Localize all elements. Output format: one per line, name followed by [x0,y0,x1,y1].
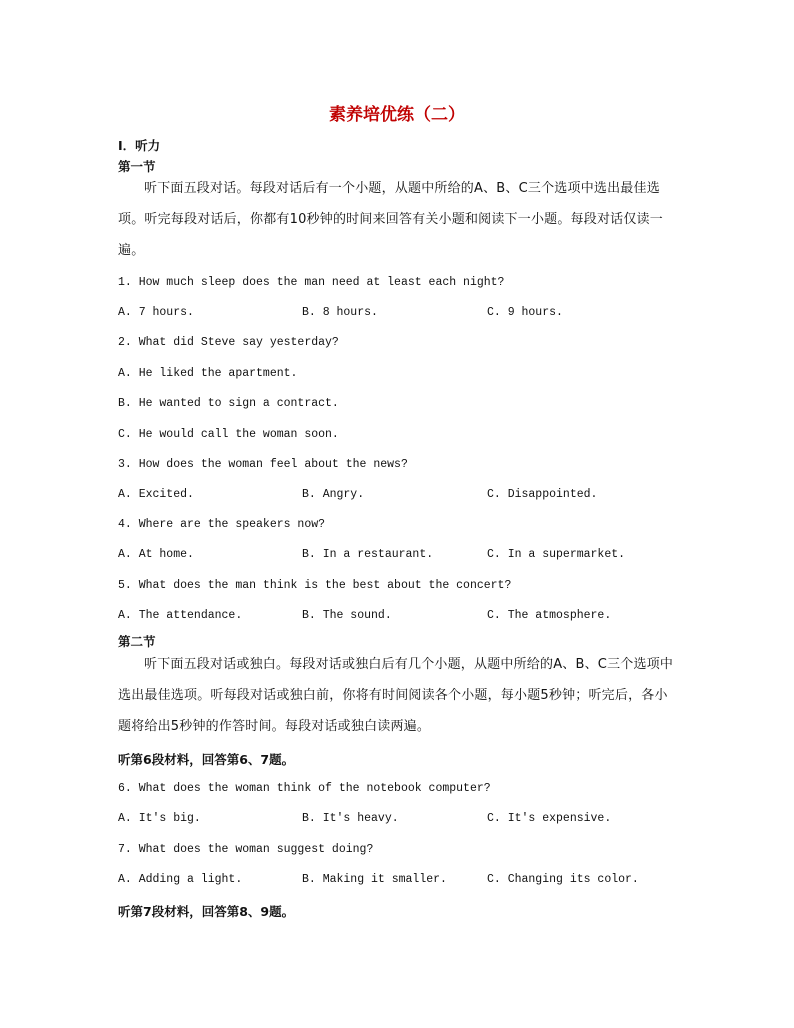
q6-option-c: C. It's expensive. [487,812,612,825]
q3-option-b: B. Angry. [302,488,365,501]
q2-option-b: B. He wanted to sign a contract. [118,397,339,410]
question-5: 5. What does the man think is the best about the concert? [118,579,512,592]
q5-option-b: B. The sound. [302,609,392,622]
q1-option-b: B. 8 hours. [302,306,378,319]
q6-option-b: B. It's heavy. [302,812,399,825]
q1-option-c: C. 9 hours. [487,306,563,319]
q7-option-a: A. Adding a light. [118,873,243,886]
q3-option-a: A. Excited. [118,488,194,501]
question-4: 4. Where are the speakers now? [118,518,326,531]
q7-option-b: B. Making it smaller. [302,873,447,886]
part1-heading: Ⅰ．听力 [118,138,161,153]
q7-option-c: C. Changing its color. [487,873,639,886]
material7-prompt: 听第7段材料，回答第8、9题。 [118,904,295,919]
q4-option-c: C. In a supermarket. [487,548,626,561]
q1-option-a: A. 7 hours. [118,306,194,319]
question-6: 6. What does the woman think of the notebook computer? [118,782,491,795]
q2-option-a: A. He liked the apartment. [118,367,298,380]
material6-prompt: 听第6段材料，回答第6、7题。 [118,752,295,767]
question-2: 2. What did Steve say yesterday? [118,336,339,349]
q4-option-b: B. In a restaurant. [302,548,434,561]
section1-heading: 第一节 [118,159,156,174]
q2-option-c: C. He would call the woman soon. [118,428,339,441]
page-title: 素养培优练（二） [329,105,465,125]
question-1: 1. How much sleep does the man need at least each night? [118,276,505,289]
question-7: 7. What does the woman suggest doing? [118,843,374,856]
q5-option-a: A. The attendance. [118,609,243,622]
q3-option-c: C. Disappointed. [487,488,598,501]
section2-instructions: 听下面五段对话或独白。每段对话或独白后有几个小题，从题中所给的A、B、C三个选项中选出最佳选项。听每段对话或独白前，你将有时间阅读各个小题，每小题5秒钟；听完后，各小题将给出5秒钟的作答时间。每段对话或独白读两遍。 [118,657,674,734]
q6-option-a: A. It's big. [118,812,201,825]
section1-instructions: 听下面五段对话。每段对话后有一个小题，从题中所给的A、B、C三个选项中选出最佳选项。听完每段对话后，你都有10秒钟的时间来回答有关小题和阅读下一小题。每段对话仅读一遍。 [118,181,663,258]
section2-heading: 第二节 [118,634,156,649]
question-3: 3. How does the woman feel about the news? [118,458,408,471]
q4-option-a: A. At home. [118,548,194,561]
q5-option-c: C. The atmosphere. [487,609,612,622]
